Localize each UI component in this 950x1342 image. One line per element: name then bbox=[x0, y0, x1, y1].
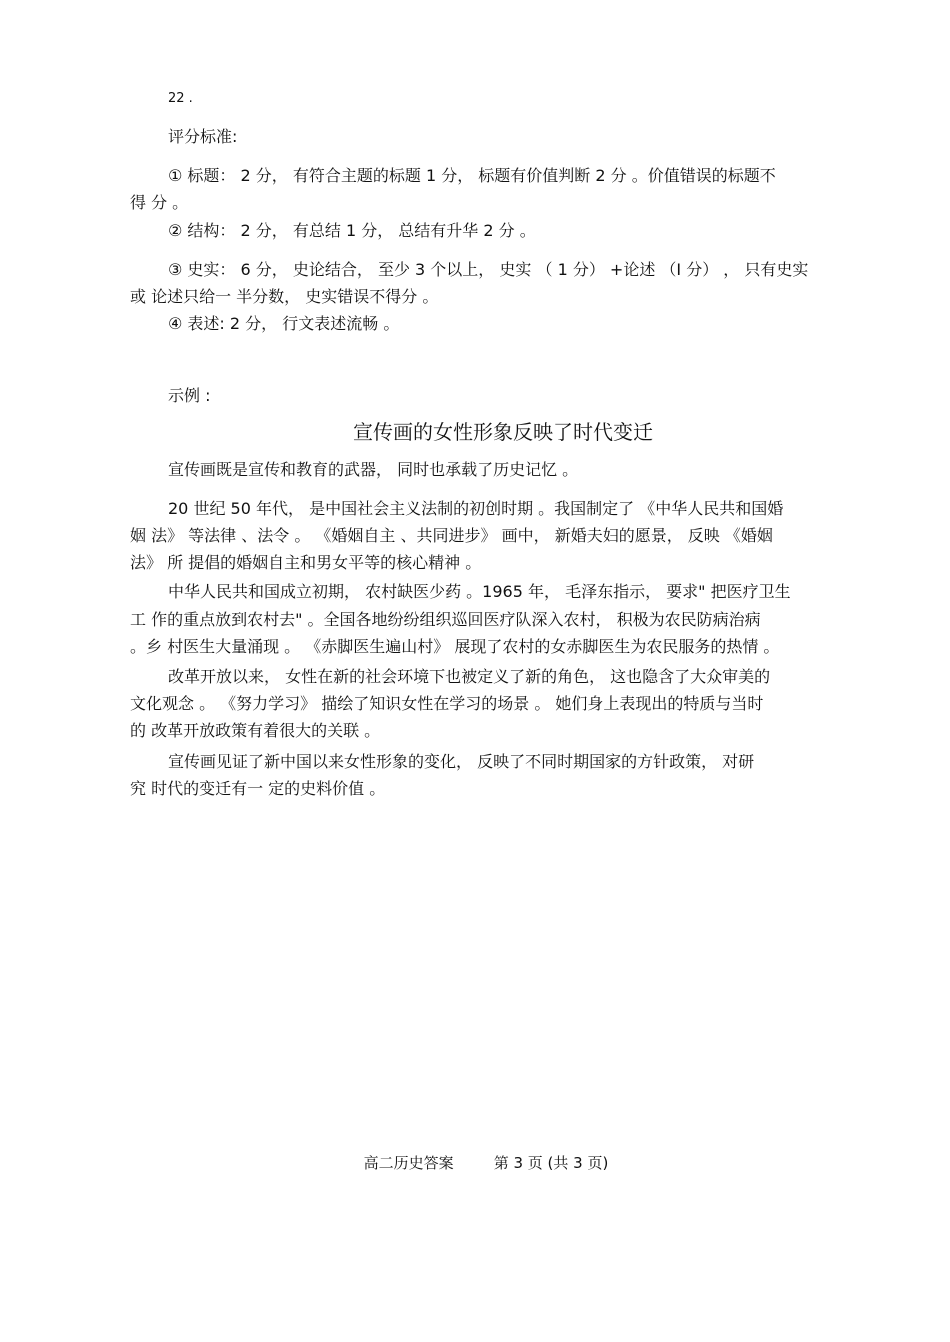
essay-paragraph-4-line2: 文化观念 。 《努力学习》 描绘了知识女性在学习的场景 。 她们身上表现出的特质与当时 bbox=[130, 694, 764, 713]
question-number: 22 . bbox=[168, 91, 193, 106]
footer-page-info: 第 3 页 (共 3 页) bbox=[493, 1154, 609, 1172]
essay-paragraph-2-line2: 姻 法》 等法律 、法令 。 《婚姻自主 、共同进步》 画中， 新婚夫妇的愿景， 反映 《婚姻 bbox=[130, 526, 773, 545]
criterion-facts-line2: 或 论述只给一 半分数， 史实错误不得分 。 bbox=[130, 287, 439, 306]
essay-paragraph-3-line1: 中华人民共和国成立初期， 农村缺医少药 。1965 年， 毛泽东指示， 要求" 把医疗卫生 bbox=[168, 582, 791, 601]
essay-paragraph-5-line1: 宣传画见证了新中国以来女性形象的变化， 反映了不同时期国家的方针政策， 对研 bbox=[168, 752, 755, 771]
essay-title: 宣传画的女性形象反映了时代变迁 bbox=[353, 420, 653, 444]
example-label: 示例 : bbox=[168, 386, 211, 405]
essay-paragraph-3-line3: 。乡 村医生大量涌现 。 《赤脚医生遍山村》 展现了农村的女赤脚医生为农民服务的热情 。 bbox=[130, 637, 780, 656]
footer-subject: 高二历史答案 bbox=[363, 1154, 454, 1172]
criterion-title-line2: 得 分 。 bbox=[130, 193, 189, 212]
criterion-title-line1: ① 标题： 2 分， 有符合主题的标题 1 分， 标题有价值判断 2 分 。价值错误的标题不 bbox=[168, 166, 776, 185]
criterion-expression-line1: ④ 表述: 2 分， 行文表述流畅 。 bbox=[168, 314, 400, 333]
essay-paragraph-5-line2: 究 时代的变迁有一 定的史料价值 。 bbox=[130, 779, 386, 798]
page-footer bbox=[0, 1153, 950, 1173]
essay-paragraph-1-line1: 宣传画既是宣传和教育的武器， 同时也承载了历史记忆 。 bbox=[168, 460, 579, 479]
essay-paragraph-4-line1: 改革开放以来， 女性在新的社会环境下也被定义了新的角色， 这也隐含了大众审美的 bbox=[168, 667, 771, 686]
criterion-facts-line1: ③ 史实： 6 分， 史论结合， 至少 3 个以上， 史实 （ 1 分） +论述 （I 分） ， 只有史实 bbox=[168, 260, 809, 279]
essay-paragraph-3-line2: 工 作的重点放到农村去" 。全国各地纷纷组织巡回医疗队深入农村， 积极为农民防病治病 bbox=[130, 610, 761, 629]
essay-paragraph-4-line3: 的 改革开放政策有着很大的关联 。 bbox=[130, 721, 381, 740]
criterion-structure-line1: ② 结构： 2 分， 有总结 1 分， 总结有升华 2 分 。 bbox=[168, 221, 536, 240]
essay-paragraph-2-line1: 20 世纪 50 年代， 是中国社会主义法制的初创时期 。我国制定了 《中华人民共和国婚 bbox=[168, 499, 784, 518]
essay-paragraph-2-line3: 法》 所 提倡的婚姻自主和男女平等的核心精神 。 bbox=[130, 553, 482, 572]
scoring-label: 评分标准: bbox=[168, 127, 238, 146]
